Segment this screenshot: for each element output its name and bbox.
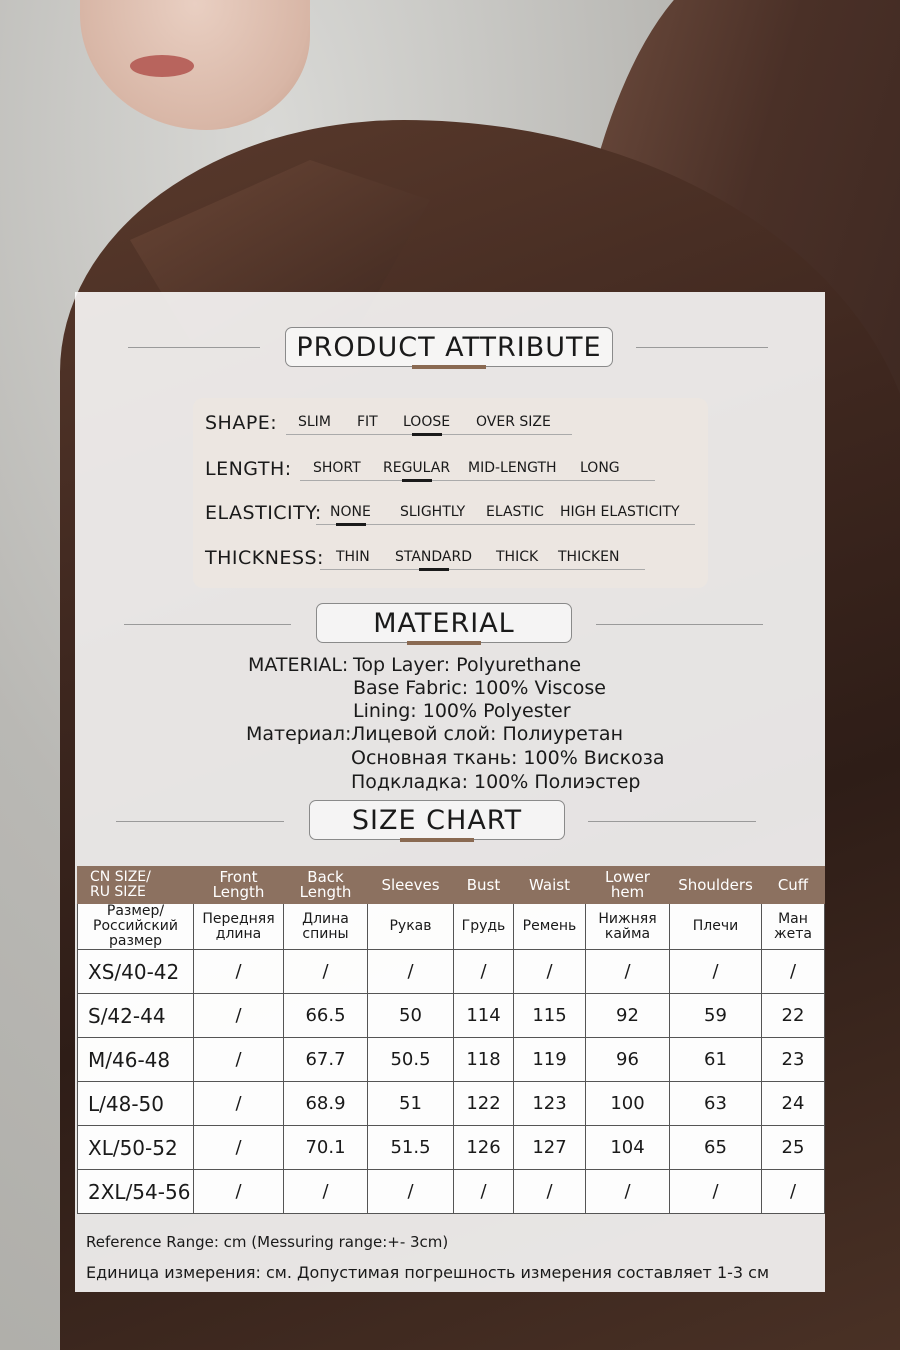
size-cell: XS/40-42 [78, 950, 194, 994]
attribute-label: SHAPE: [205, 412, 278, 434]
table-header-cell: Bust [454, 867, 514, 904]
divider-rule [128, 347, 260, 348]
measurement-cell: / [194, 994, 284, 1038]
material-heading: MATERIAL [316, 603, 572, 643]
table-header-ru-cell: Нижняя кайма [586, 904, 670, 950]
attribute-label: LENGTH: [205, 458, 292, 480]
table-header-cell: Lower hem [586, 867, 670, 904]
measurement-cell: / [670, 950, 762, 994]
measurement-cell: 23 [762, 1038, 825, 1082]
measurement-cell: 96 [586, 1038, 670, 1082]
attribute-option: ELASTIC [486, 504, 544, 520]
attribute-option: SHORT [313, 460, 361, 476]
attribute-option: LOOSE [403, 414, 451, 430]
table-header-ru-cell: Ремень [514, 904, 586, 950]
selected-option-marker [336, 523, 366, 526]
measurement-cell: 115 [514, 994, 586, 1038]
attribute-option: THIN [336, 549, 370, 565]
table-header-ru-cell: Грудь [454, 904, 514, 950]
measurement-cell: / [194, 1126, 284, 1170]
table-header-cell: Front Length [194, 867, 284, 904]
divider-rule [124, 624, 291, 625]
material-line: Lining: 100% Polyester [353, 700, 571, 722]
attribute-option: SLIGHTLY [400, 504, 466, 520]
divider-rule [596, 624, 763, 625]
measurement-cell: 126 [454, 1126, 514, 1170]
table-header-ru-cell: Рукав [368, 904, 454, 950]
measurement-cell: 51.5 [368, 1126, 454, 1170]
material-line: Основная ткань: 100% Вискоза [351, 747, 665, 769]
measurement-cell: 70.1 [284, 1126, 368, 1170]
material-line: Подкладка: 100% Полиэстер [351, 771, 641, 793]
model-lips [130, 55, 194, 77]
size-cell: XL/50-52 [78, 1126, 194, 1170]
measurement-cell: / [586, 1170, 670, 1214]
material-line: Top Layer: Polyurethane [353, 654, 582, 676]
measurement-cell: 25 [762, 1126, 825, 1170]
measurement-cell: / [284, 1170, 368, 1214]
measurement-cell: / [194, 950, 284, 994]
measurement-cell: 114 [454, 994, 514, 1038]
table-header-cell: Cuff [762, 867, 825, 904]
table-header-cell: Shoulders [670, 867, 762, 904]
table-header-ru-cell: Ман жета [762, 904, 825, 950]
measurement-cell: / [368, 950, 454, 994]
measurement-cell: / [514, 1170, 586, 1214]
attribute-option: THICK [496, 549, 539, 565]
material-line: Лицевой слой: Полиуретан [351, 723, 624, 745]
attribute-option: MID-LENGTH [468, 460, 557, 476]
measurement-cell: / [454, 950, 514, 994]
measurement-cell: 66.5 [284, 994, 368, 1038]
measurement-cell: 123 [514, 1082, 586, 1126]
attribute-option: NONE [330, 504, 371, 520]
material-label-en: MATERIAL: [248, 654, 349, 676]
measurement-cell: 119 [514, 1038, 586, 1082]
measurement-cell: 50.5 [368, 1038, 454, 1082]
table-header-cell: CN SIZE/ RU SIZE [78, 867, 194, 904]
table-header-ru-row [78, 904, 825, 950]
measurement-cell: / [368, 1170, 454, 1214]
size-cell: M/46-48 [78, 1038, 194, 1082]
measurement-cell: 67.7 [284, 1038, 368, 1082]
table-header-ru-cell: Размер/ Российский размер [78, 904, 194, 950]
table-header-cell: Waist [514, 867, 586, 904]
attribute-underline [320, 569, 645, 570]
measurement-cell: 51 [368, 1082, 454, 1126]
measurement-cell: / [284, 950, 368, 994]
table-header-ru-cell: Плечи [670, 904, 762, 950]
attribute-option: HIGH ELASTICITY [560, 504, 680, 520]
attribute-underline [316, 524, 695, 525]
measurement-cell: 61 [670, 1038, 762, 1082]
measurement-cell: 122 [454, 1082, 514, 1126]
attribute-underline [300, 480, 655, 481]
table-row [78, 1082, 825, 1126]
table-row [78, 994, 825, 1038]
table-row [78, 1126, 825, 1170]
table-header-cell: Back Length [284, 867, 368, 904]
measurement-cell: 50 [368, 994, 454, 1038]
attribute-option: OVER SIZE [476, 414, 551, 430]
attribute-option: LONG [580, 460, 620, 476]
measurement-cell: 59 [670, 994, 762, 1038]
attribute-label: THICKNESS: [205, 547, 324, 569]
size-cell: 2XL/54-56 [78, 1170, 194, 1214]
selected-option-marker [419, 568, 449, 571]
size-chart-table [77, 866, 825, 1214]
size-chart-heading: SIZE CHART [309, 800, 565, 840]
table-header-ru-cell: Длина спины [284, 904, 368, 950]
attribute-option: THICKEN [558, 549, 620, 565]
measurement-cell: / [194, 1038, 284, 1082]
measurement-cell: / [514, 950, 586, 994]
material-label-ru: Материал: [246, 723, 352, 745]
divider-rule [116, 821, 284, 822]
table-row [78, 1038, 825, 1082]
measurement-cell: 68.9 [284, 1082, 368, 1126]
measurement-cell: / [586, 950, 670, 994]
measurement-cell: 100 [586, 1082, 670, 1126]
model-face [80, 0, 310, 130]
attribute-option: FIT [357, 414, 378, 430]
table-row [78, 1170, 825, 1214]
measurement-cell: 22 [762, 994, 825, 1038]
size-cell: S/42-44 [78, 994, 194, 1038]
product-attribute-heading: PRODUCT ATTRIBUTE [285, 327, 613, 367]
measurement-cell: / [454, 1170, 514, 1214]
measurement-cell: 118 [454, 1038, 514, 1082]
attribute-label: ELASTICITY: [205, 502, 322, 524]
reference-note-ru: Единица измерения: см. Допустимая погрешность измерения составляет 1-3 см [86, 1263, 770, 1282]
reference-note-en: Reference Range: cm (Messuring range:+- 3cm) [86, 1233, 449, 1251]
measurement-cell: 24 [762, 1082, 825, 1126]
measurement-cell: / [194, 1170, 284, 1214]
selected-option-marker [402, 479, 432, 482]
measurement-cell: / [762, 1170, 825, 1214]
attribute-option: SLIM [298, 414, 331, 430]
measurement-cell: 65 [670, 1126, 762, 1170]
size-cell: L/48-50 [78, 1082, 194, 1126]
measurement-cell: 92 [586, 994, 670, 1038]
measurement-cell: / [670, 1170, 762, 1214]
measurement-cell: 127 [514, 1126, 586, 1170]
selected-option-marker [412, 433, 442, 436]
divider-rule [588, 821, 756, 822]
attribute-option: REGULAR [383, 460, 451, 476]
divider-rule [636, 347, 768, 348]
table-header-cell: Sleeves [368, 867, 454, 904]
material-line: Base Fabric: 100% Viscose [353, 677, 606, 699]
attribute-option: STANDARD [395, 549, 473, 565]
measurement-cell: 104 [586, 1126, 670, 1170]
measurement-cell: / [194, 1082, 284, 1126]
table-header-ru-cell: Передняя длина [194, 904, 284, 950]
measurement-cell: 63 [670, 1082, 762, 1126]
table-header-row [78, 867, 825, 904]
measurement-cell: / [762, 950, 825, 994]
table-row [78, 950, 825, 994]
